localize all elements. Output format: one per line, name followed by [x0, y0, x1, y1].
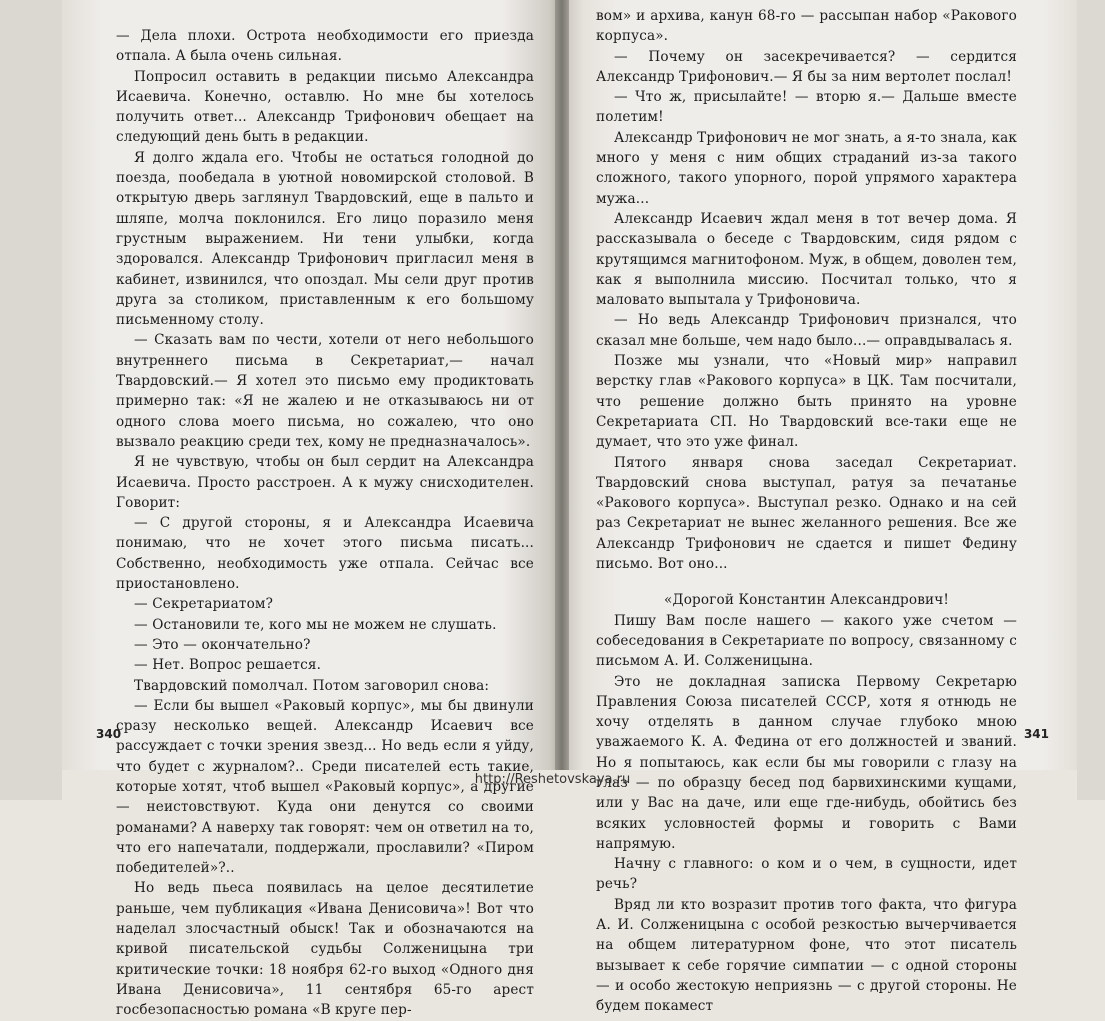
paragraph: — Почему он засекречивается? — сердится Александр Трифонович.— Я бы за ним вертолет послал!: [596, 48, 1017, 85]
paragraph: Пишу Вам после нашего — какого уже счетом — собеседования в Секретариате по вопросу, связанному с письмом А. И. Солженицына.: [596, 612, 1017, 670]
paragraph: — Остановили те, кого мы не можем не слушать.: [134, 616, 497, 633]
website-watermark: http://Reshetovskaya.ru: [474, 772, 631, 787]
paragraph: Но ведь пьеса появилась на целое десятилетие раньше, чем публикация «Ивана Денисовича»! Вот что наделал злосчастный обыск! Так и обозначаются на кривой писательской судьбы Солженицына три критические точки: 18 ноября 62-го выход «Одного дня Ивана Денисовича», 11 сентября 65-го арест госбезопасностью романа «В круге пер-: [116, 880, 534, 1019]
paragraph: — С другой стороны, я и Александра Исаевича понимаю, что не хочет этого письма писать... Собственно, необходимость уже отпала. Сейчас все приостановлено.: [116, 515, 534, 593]
paragraph: Вряд ли кто возразит против того факта, что фигура А. И. Солженицына с особой резкостью вычерчивается на общем литературном фоне, что этот писатель вызывает к себе горячие симпатии — с одной стороны — и особо жестокую неприязнь — с другой стороны. Не будем покамест: [596, 896, 1017, 1015]
paragraph: Твардовский помолчал. Потом заговорил снова:: [134, 677, 490, 694]
right-page: [562, 0, 1077, 1015]
paragraph: — Дела плохи. Острота необходимости его приезда отпала. А была очень сильная.: [116, 28, 534, 65]
book-gutter: [555, 0, 569, 770]
paragraph: — Но ведь Александр Трифонович признался, что сказал мне больше, чем надо было...— оправдывалась я.: [596, 312, 1017, 349]
paragraph: — Нет. Вопрос решается.: [134, 657, 322, 674]
page-number-left: 340: [96, 727, 122, 741]
paragraph: Пятого января снова заседал Секретариат. Твардовский снова выступал, ратуя за печатанье «Ракового корпуса». Выступал резко. Однако и на сей раз Секретариат не вынес желанного решения. Все же Александр Трифонович не сдается и пишет Федину письмо. Вот оно...: [596, 454, 1017, 573]
paragraph: Попросил оставить в редакции письмо Александра Исаевича. Конечно, оставлю. Но мне бы хотелось получить ответ... Александр Трифонович обещает на следующий день быть в редакции.: [116, 68, 534, 146]
paragraph: Позже мы узнали, что «Новый мир» направил верстку глав «Ракового корпуса» в ЦК. Там посчитали, что решение должно быть принято на уровне Секретариата СП. Но Твардовский все-таки еще не думает, что это уже финал.: [596, 353, 1017, 451]
left-page-text: [116, 26, 534, 1021]
paragraph: Александр Исаевич ждал меня в тот вечер дома. Я рассказывала о беседе с Твардовским, сидя рядом с крутящимся магнитофоном. Муж, в общем, доволен тем, как я выполнила миссию. Посчитал только, что я маловато выпытала у Трифоновича.: [596, 210, 1017, 309]
paragraph: — Сказать вам по чести, хотели от него небольшого внутреннего письма в Секретариат,— начал Твардовский.— Я хотел это письмо ему продиктовать примерно так: «Я не жалею и не отказываюсь ни от одного слова моего письма, но сожалею, что оно вызвало реакцию среди тех, кому не предназначалось».: [116, 332, 534, 450]
paragraph: — Если бы вышел «Раковый корпус», мы бы двинули сразу несколько вещей. Александр Исаевич все рассуждает с точки зрения звезд... Но ведь если я уйду, что будет с журналом?.. Среди писателей есть такие, которые хотят, чтоб вышел «Раковый корпус», а другие — неистовствуют. Куда они денутся со своими романами? А наверху так говорят: чем он ответил на то, что его напечатали, поддержали, прославили? «Пиром победителей»?..: [116, 697, 534, 877]
paragraph: Это не докладная записка Первому Секретарю Правления Союза писателей СССР, хотя я отнюдь не хочу отделять в данном случае глубоко мною уважаемого К. А. Федина от его должностей и званий. Но я попытаюсь, как если бы мы говорили с глазу на глаз — по образцу бесед под барвихинскими кущами, или у Вас на даче, или еще где-нибудь, обойтись без всяких условностей формы и говорить с Вами напрямую.: [596, 673, 1017, 852]
paragraph: Я не чувствую, чтобы он был сердит на Александра Исаевича. Просто расстроен. А к мужу снисходителен. Говорит:: [116, 454, 534, 511]
paragraph: вом» и архива, канун 68-го — рассыпан набор «Ракового корпуса».: [596, 8, 1017, 45]
letter-salutation: «Дорогой Константин Александрович!: [664, 592, 949, 609]
paragraph: Я долго ждала его. Чтобы не остаться голодной до поезда, пообедала в уютной новомирской столовой. В открытую дверь заглянул Твардовский, еще в пальто и шляпе, молча поклонился. Его лицо поразило меня грустным выражением. Ни тени улыбки, когда здоровался. Александр Трифонович пригласил меня в кабинет, извинился, что опоздал. Мы сели друг против друга за столиком, приставленным к его большому письменному столу.: [116, 149, 534, 329]
paragraph: — Что ж, присылайте! — вторю я.— Дальше вместе полетим!: [596, 89, 1017, 126]
paragraph: Александр Трифонович не мог знать, а я-то знала, как много у меня с ним общих страданий из-за такого сложного, такого упорного, порой упрямого характера мужа...: [596, 129, 1017, 207]
right-page-text: [596, 6, 1017, 1017]
paragraph: Начну с главного: о ком и о чем, в сущности, идет речь?: [596, 856, 1017, 893]
page-number-right: 341: [1023, 727, 1049, 741]
paragraph: — Это — окончательно?: [134, 636, 311, 653]
paragraph: — Секретариатом?: [134, 596, 274, 613]
